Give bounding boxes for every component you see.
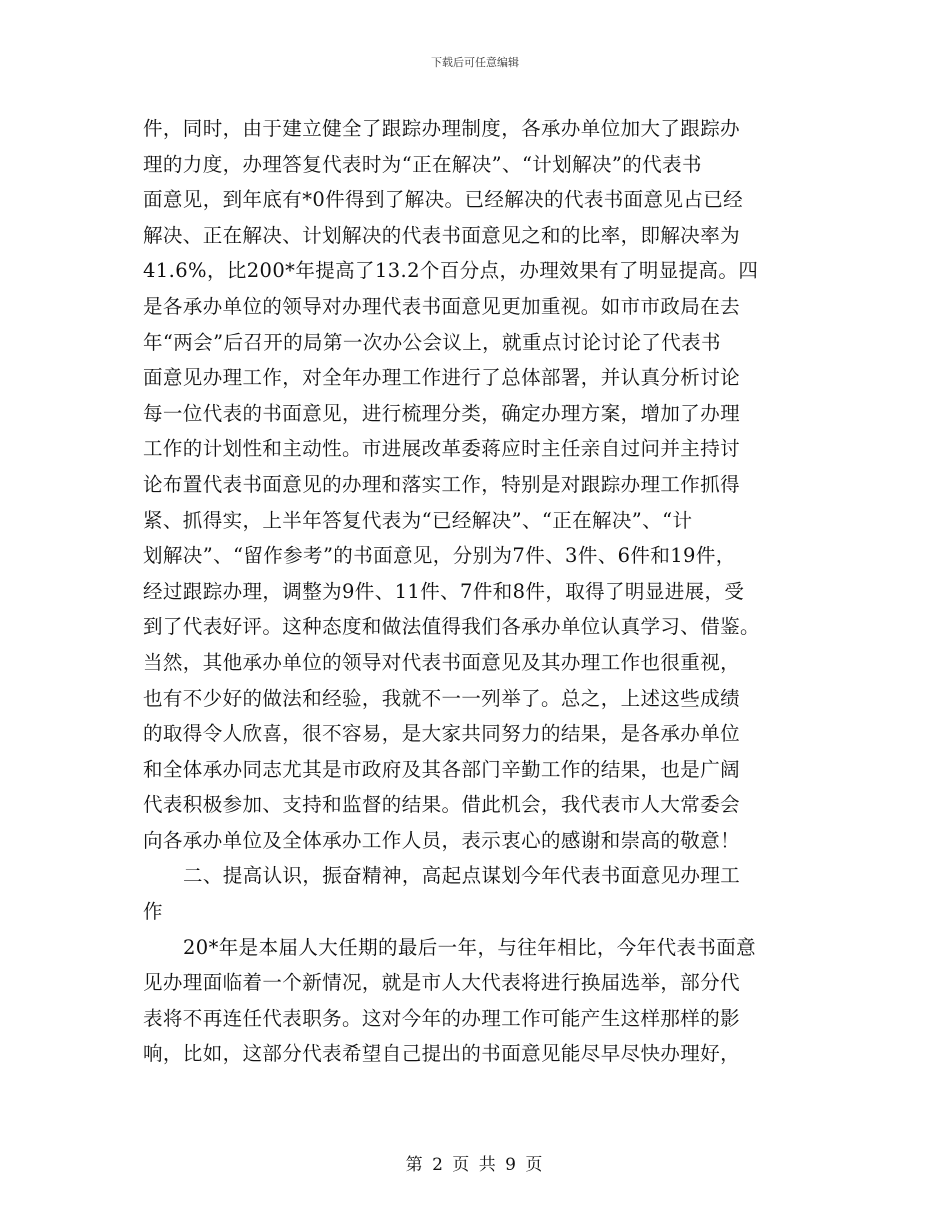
- text-line: 经过跟踪办理，调整为9件、11件、7件和8件，取得了明显进展，受: [143, 579, 745, 603]
- section-heading: 二、提高认识，振奋精神，高起点谋划今年代表书面意见办理工: [183, 864, 741, 888]
- header-note: 下载后可任意编辑: [431, 56, 519, 69]
- text-line: 年“两会”后召开的局第一次办公会议上，就重点讨论讨论了代表书: [143, 330, 721, 354]
- text-line: 到了代表好评。这种态度和做法值得我们各承办单位认真学习、借鉴。: [143, 615, 760, 639]
- text-line: 面意见，到年底有*0件得到了解决。已经解决的代表书面意见占已经: [143, 188, 744, 212]
- text-line: 论布置代表书面意见的办理和落实工作，特别是对跟踪办理工作抓得: [143, 472, 741, 496]
- text-line: 41.6%，比200*年提高了13.2个百分点，办理效果有了明显提高。四: [143, 259, 759, 283]
- text-line: 表将不再连任代表职务。这对今年的办理工作可能产生这样那样的影: [143, 1006, 741, 1030]
- text-line: 件，同时，由于建立健全了跟踪办理制度，各承办单位加大了跟踪办: [143, 117, 741, 140]
- text-line: 理的力度，办理答复代表时为“正在解决”、“计划解决”的代表书: [143, 152, 702, 176]
- text-line: 代表积极参加、支持和监督的结果。借此机会，我代表市人大常委会: [143, 793, 741, 817]
- page-footer: 第 2 页 共 9 页: [405, 1155, 545, 1175]
- text-line: 和全体承办同志尤其是市政府及其各部门辛勤工作的结果，也是广阔: [143, 757, 741, 781]
- body-text: [143, 111, 823, 1072]
- text-line: 工作的计划性和主动性。市进展改革委蒋应时主任亲自过问并主持讨: [143, 437, 741, 461]
- paragraph-start: 20*年是本届人大任期的最后一年，与往年相比，今年代表书面意: [183, 935, 757, 959]
- text-line: 响，比如，这部分代表希望自己提出的书面意见能尽早尽快办理好，: [143, 1042, 741, 1066]
- text-line: 当然，其他承办单位的领导对代表书面意见及其办理工作也很重视，: [143, 650, 741, 674]
- text-line: 的取得令人欣喜，很不容易，是大家共同努力的结果，是各承办单位: [143, 722, 741, 746]
- text-line: 划解决”、“留作参考”的书面意见，分别为7件、3件、6件和19件，: [143, 544, 736, 568]
- text-line: 见办理面临着一个新情况，就是市人大代表将进行换届选举，部分代: [143, 971, 741, 995]
- section-heading-cont: 作: [143, 900, 163, 924]
- text-line: 紧、抓得实，上半年答复代表为“已经解决”、“正在解决”、“计: [143, 508, 693, 532]
- text-line: 也有不少好的做法和经验，我就不一一列举了。总之，上述这些成绩: [143, 686, 741, 710]
- text-line: 每一位代表的书面意见，进行梳理分类，确定办理方案，增加了办理: [143, 401, 741, 425]
- text-line: 是各承办单位的领导对办理代表书面意见更加重视。如市市政局在去: [143, 294, 741, 318]
- text-line: 解决、正在解决、计划解决的代表书面意见之和的比率，即解决率为: [143, 223, 741, 247]
- text-line: 面意见办理工作，对全年办理工作进行了总体部署，并认真分析讨论: [143, 366, 741, 390]
- text-line: 向各承办单位及全体承办工作人员，表示衷心的感谢和崇高的敬意！: [143, 828, 741, 852]
